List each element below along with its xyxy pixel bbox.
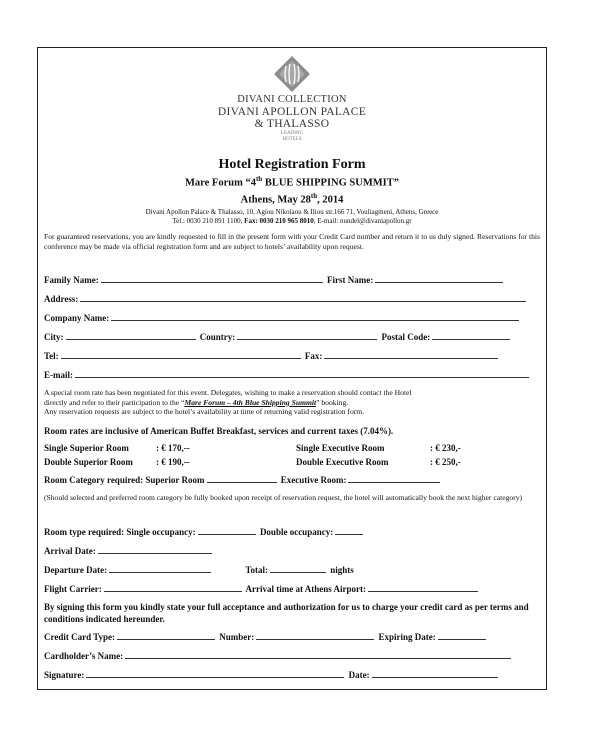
double-executive-label: Double Executive Room <box>296 457 389 467</box>
double-occupancy-label: Double occupancy: <box>259 527 334 537</box>
departure-date-field[interactable] <box>109 564 211 573</box>
card-type-field[interactable] <box>117 631 215 640</box>
event-date <box>38 190 546 207</box>
country-label: Country: <box>199 332 236 342</box>
room-category-label: Room Category required: <box>44 475 144 485</box>
single-executive-price: : € 230,- <box>430 443 461 453</box>
cardholder-row <box>44 650 540 662</box>
company-row <box>44 312 540 324</box>
event-name <box>38 173 546 190</box>
double-superior-price: : € 190,-- <box>156 457 190 467</box>
consent-text: By signing this form you kindly state your full acceptance and authorization for us to charge your credit card as per terms and conditions indicated hereunder. <box>44 602 529 624</box>
event-reference: Mare Forum – 4th Blue Shipping Summit <box>184 397 317 407</box>
category-note: (Should selected and preferred room category be fully booked upon receipt of reservation request, the hotel will automatically book the next higher category) <box>44 493 523 502</box>
event-name-suffix: BLUE SHIPPING SUMMIT” <box>262 177 399 189</box>
address-label: Address: <box>44 294 79 304</box>
card-type-label: Credit Card Type: <box>44 632 115 642</box>
card-number-field[interactable] <box>256 631 374 640</box>
company-field[interactable] <box>111 312 519 321</box>
address-row <box>44 293 540 305</box>
hotel-address <box>38 208 546 226</box>
leading-hotels-badge <box>38 131 546 143</box>
country-field[interactable] <box>237 331 377 340</box>
arrival-row <box>44 545 540 557</box>
rates-heading: Room rates are inclusive of American Buffet Breakfast, services and current taxes (7.04%). <box>44 426 394 436</box>
contact-email: , E-mail: nundel@divaniapollon.gr <box>313 217 412 225</box>
single-occupancy-field[interactable] <box>198 526 256 535</box>
form-title: Hotel Registration Form <box>218 157 366 172</box>
logo-hotel-name: DIVANI APOLLON PALACE <box>217 106 367 118</box>
first-name-field[interactable] <box>375 274 503 283</box>
contact-tel: Tel.: 0030 210 891 1100, <box>172 217 245 225</box>
family-name-field[interactable] <box>101 274 323 283</box>
executive-room-field[interactable] <box>348 474 440 483</box>
address-field[interactable] <box>80 293 526 302</box>
postal-code-field[interactable] <box>432 331 510 340</box>
room-type-row <box>44 526 540 538</box>
contact-fax: Fax: 0030 210 965 8010 <box>244 217 314 225</box>
date-field[interactable] <box>372 669 498 678</box>
postal-code-label: Postal Code: <box>381 332 431 342</box>
superior-room-field[interactable] <box>207 474 277 483</box>
room-type-label: Room type required: <box>44 527 125 537</box>
contact-line <box>38 217 546 226</box>
tel-fax-row <box>44 350 540 362</box>
signature-row <box>44 669 540 681</box>
name-row <box>44 274 540 286</box>
registration-form-page <box>37 47 547 690</box>
logo-thalasso: & THALASSO <box>254 118 330 130</box>
signature-field[interactable] <box>86 669 344 678</box>
double-occupancy-field[interactable] <box>335 526 363 535</box>
card-row <box>44 631 540 643</box>
event-date-prefix: Athens, May 28 <box>240 194 311 205</box>
arrival-date-field[interactable] <box>98 545 212 554</box>
nights-label: nights <box>330 565 354 575</box>
expiring-date-field[interactable] <box>438 631 486 640</box>
family-name-label: Family Name: <box>44 275 99 285</box>
diamond-logo-icon <box>272 54 312 94</box>
event-name-sup: th <box>255 175 263 183</box>
email-row <box>44 369 540 381</box>
single-superior-label: Single Superior Room <box>44 443 129 453</box>
superior-room-label: Superior Room <box>145 475 205 485</box>
city-row <box>44 331 540 343</box>
notice-line-2-suffix: ” booking. <box>316 397 349 407</box>
fax-label: Fax: <box>304 351 323 361</box>
date-label: Date: <box>348 670 370 680</box>
tel-label: Tel: <box>44 351 59 361</box>
leading-line-2: HOTELS <box>282 137 302 142</box>
double-superior-label: Double Superior Room <box>44 457 133 467</box>
arrival-time-label: Arrival time at Athens Airport: <box>245 584 366 594</box>
single-executive-label: Single Executive Room <box>296 443 385 453</box>
company-label: Company Name: <box>44 313 110 323</box>
event-date-sup: th <box>310 191 318 200</box>
notice-line-3: Any reservation requests are subject to the hotel’s availability at time of returning valid registration form. <box>44 407 365 417</box>
address-line: Divani Apollon Palace & Thalasso, 10, Agiou Nikolaou & Iliou str.166 71, Vouliagmeni, Athens, Greece <box>145 208 439 216</box>
single-occupancy-label: Single occupancy: <box>126 527 196 537</box>
first-name-label: First Name: <box>326 275 374 285</box>
form-header <box>38 156 546 206</box>
single-superior-price: : € 170,-- <box>156 443 190 453</box>
notice-line-1: A special room rate has been negotiated for this event. Delegates, wishing to make a reservation should contact the Hotel <box>44 388 412 397</box>
arrival-date-label: Arrival Date: <box>44 546 96 556</box>
cardholder-label: Cardholder’s Name: <box>44 651 124 661</box>
card-number-label: Number: <box>219 632 255 642</box>
email-field[interactable] <box>75 369 529 378</box>
double-executive-price: : € 250,- <box>430 457 461 467</box>
intro-paragraph: For guaranteed reservations, you are kindly requested to fill in the present form with your Credit Card number and return it to us duly signed. Reservations for this conference may be made via official registration form and are subject to hotels’ availability upon request. <box>44 232 540 251</box>
notice-line-2 <box>44 398 540 408</box>
city-field[interactable] <box>66 331 196 340</box>
notice-line-2-prefix: directly and refer to their participation to the “ <box>44 397 185 407</box>
leading-line-1: LEADING <box>280 131 304 136</box>
flight-row <box>44 583 540 595</box>
flight-carrier-label: Flight Carrier: <box>44 584 102 594</box>
total-label: Total: <box>245 565 268 575</box>
room-category-row <box>44 474 540 486</box>
tel-field[interactable] <box>61 350 301 359</box>
event-date-suffix: , 2014 <box>317 194 344 205</box>
hotel-logo <box>38 54 546 143</box>
cardholder-field[interactable] <box>125 650 511 659</box>
event-name-prefix: Mare Forum “4 <box>185 177 256 189</box>
departure-row <box>44 564 540 576</box>
signature-label: Signature: <box>44 670 85 680</box>
logo-collection: DIVANI COLLECTION <box>237 94 347 105</box>
departure-date-label: Departure Date: <box>44 565 108 575</box>
email-label: E-mail: <box>44 370 73 380</box>
city-label: City: <box>44 332 64 342</box>
expiring-date-label: Expiring Date: <box>378 632 436 642</box>
total-nights-field[interactable] <box>270 564 326 573</box>
special-rate-notice <box>44 388 540 417</box>
flight-carrier-field[interactable] <box>104 583 242 592</box>
fax-field[interactable] <box>324 350 498 359</box>
executive-room-label: Executive Room: <box>280 475 347 485</box>
arrival-time-field[interactable] <box>368 583 478 592</box>
